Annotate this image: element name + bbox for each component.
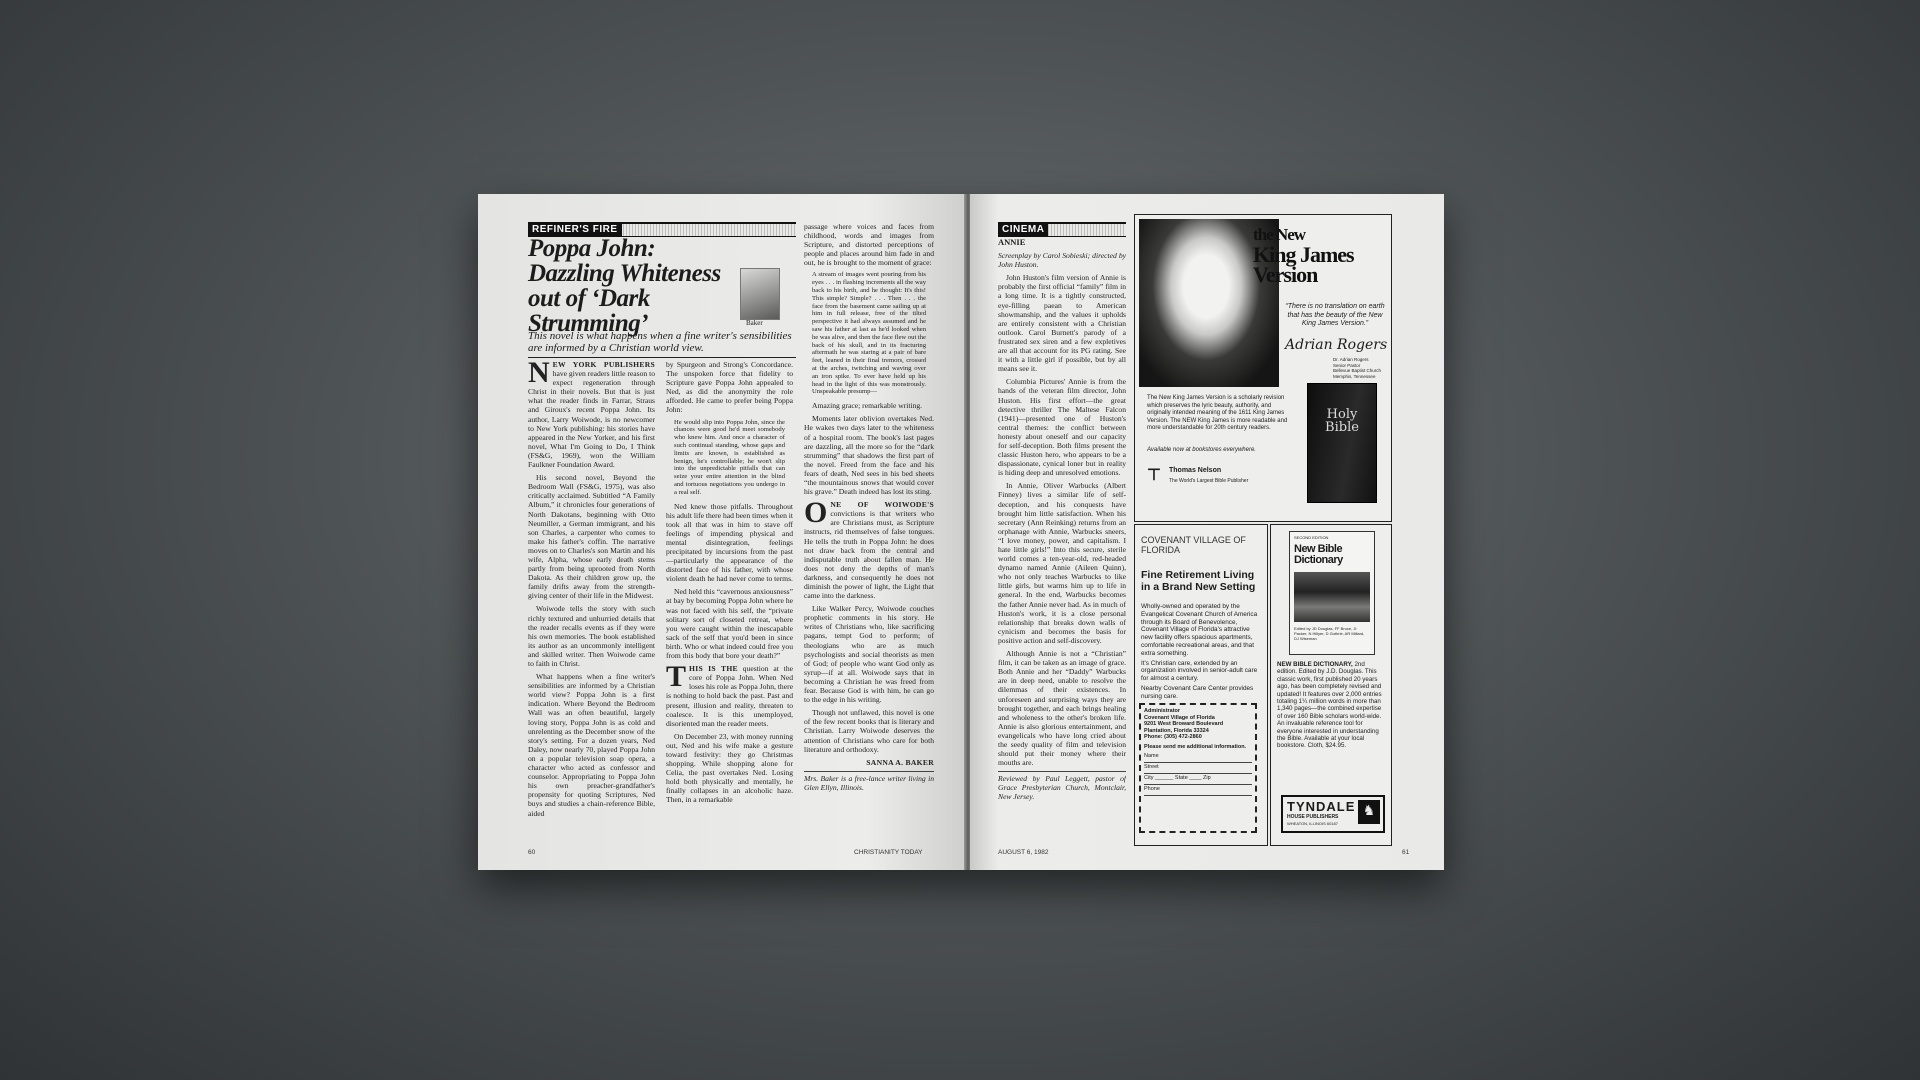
coupon-phone-field[interactable]: Phone (1144, 786, 1252, 796)
paragraph: Like Walker Percy, Woiwode couches prophetic comments in his story. He writes of Christians who, like sacrificing pagans, tempt God to perform; of theologians who are as much psychologists and social theorists as men of God; of people who want God only as syrup—if at all. Woiwode says that in becoming a Christian he was freed from fear. Because God is with him, he can go to the edge in his writing. (804, 604, 934, 705)
tyndale-emblem-icon: ♞ (1358, 800, 1380, 824)
issue-date: AUGUST 6, 1982 (998, 849, 1049, 856)
author-bio: Mrs. Baker is a free-lance writer living in Glen Ellyn, Illinois. (804, 771, 934, 792)
paragraph: John Huston's film version of Annie is probably the first official “family” film in a long time. It is a tightly constructed, eye-filling paean to American showmanship, and the values it upholds are entirely consistent with a Christian outlook. Carol Burnett's parody of a frustrated sex siren and a few expletives are all that account for its PG rating. See it with a little girl if possible, but by all means see it. (998, 273, 1126, 374)
coupon-request: Please send me additional information. (1144, 743, 1247, 750)
section-label: REFINER'S FIRE (528, 224, 622, 236)
nkjv-body: The New King James Version is a scholarly revision which preserves the lyric beauty, authority, and originally intended meaning of the 1611 King James Version. The NEW King James is more readable and more understandable for 20th century readers. (1147, 395, 1288, 431)
paragraph: Although Annie is not a “Christian” film, it can be taken as an image of grace. Both Annie and her “Daddy” Warbucks are in deep need, unable to resolve the dilemmas of their existences. In unforeseen and surprising ways they are brought together, and each brings healing and wholeness to the other's broken life. Annie is also glorious entertainment, and evangelicals who have long cried about the seedy quality of film and television should put their money where their mouths are. (998, 649, 1126, 768)
covenant-village-advertisement (1134, 524, 1268, 846)
coupon-form[interactable] (1139, 703, 1257, 833)
paragraph: What happens when a fine writer's sensibilities are informed by a Christian world view? Poppa John is a first indication. Where Beyond the Bedroom Wall was an often beautiful, largely loving story, Poppa John is as cold and unrelenting as the December snow of the story's setting. For a dozen years, Ned Daley, now nearly 70, played Poppa John on a popular television soap opera, a character who acted as confessor and counselor. Appropriating to Poppa John his own preacher-grandfather's propensity for quoting Scriptures, Ned buys and studies a chain-reference Bible, aided (528, 672, 655, 818)
paragraph: Ned knew those pitfalls. Throughout his adult life there had been times when it took all that was in him to stave off feelings of impending physical and mental disintegration, feelings precipitated by incursions from the past—particularly the appearance of the distorted face of his father, with whose violent death he had never come to terms. (666, 501, 793, 584)
dictionary-cover-image (1294, 572, 1370, 622)
photo-caption: Baker (746, 319, 763, 327)
running-footer: CHRISTIANITY TODAY (854, 849, 923, 856)
drop-cap: O (804, 496, 828, 530)
article-deck: This novel is what happens when a fine writer's sensibilities are informed by a Christian world view. (528, 330, 796, 358)
dictionary-cover-title: New Bible Dictionary (1294, 543, 1343, 566)
paragraph: In Annie, Oliver Warbucks (Albert Finney) lives a similar life of self-deception, and his conquests have brought him little satisfaction. When his secretary (Ann Reinking) returns from an orphanage with Annie, Warbucks sneers, “I love money, power, and capitalism. I hate little girls!” Into this secure, sterile world comes a ten-year-old, red-headed dynamo named Annie (Aileen Quinn), who not only teaches Warbucks to like little girls, but warms him up to life in general. In the end, Warbucks becomes the father Annie never had. As in much of Huston's work, it is a close personal relationship that breaks down walls of cynicism and becomes the basis for positive action and self-discovery. (998, 481, 1126, 645)
covenant-body: Wholly-owned and operated by the Evangelical Covenant Church of America through its Board of Benevolence, Covenant Village of Florida's attractive new facility offers spacious apartments, comfortable recreational areas, and that extra something. It's Christian care, extended by an organization involved in senior-adult care for almost a century. Nearby Covenant Care Center provides nursing care. (1141, 603, 1258, 700)
paragraph: His second novel, Beyond the Bedroom Wall (FS&G, 1975), was also critically acclaimed. Subtitled “A Family Album,” it chronicles four generations of North Dakotans, beginning with Otto Neumiller, a German immigrant, and his son Charles, a carpenter who comes to make his father's coffin. The narrative moves on to Charles's son Martin and his wife, Alpha, whose early death stems partly from being uprooted from North Dakota. As their children grow up, the family drifts away from the strength-giving center of their life in the Midwest. (528, 473, 655, 601)
reviewer-credit: Reviewed by Paul Leggett, pastor of Grace Presbyterian Church, Montclair, New Jersey. (998, 771, 1126, 801)
film-title: ANNIE (998, 238, 1026, 247)
bible-book-image: Holy Bible (1307, 383, 1377, 503)
author-photo (740, 268, 780, 320)
coupon-name-field[interactable]: Name (1144, 753, 1252, 763)
coupon-city-field[interactable]: City ______ State ____ Zip (1144, 775, 1252, 785)
page-number: 61 (1402, 849, 1410, 856)
paragraph: Amazing grace; remarkable writing. (812, 401, 923, 411)
covenant-org-name: COVENANT VILLAGE OF FLORIDA (1141, 535, 1246, 555)
review-column (998, 238, 1126, 846)
film-credits: Screenplay by Carol Sobieski; directed by John Huston. (998, 251, 1126, 270)
byline: SANNA A. BAKER (866, 757, 934, 767)
coupon-street-field[interactable]: Street (1144, 764, 1252, 774)
section-label: CINEMA (998, 224, 1048, 236)
endorser-credit: Dr. Adrian Rogers Senior Pastor Bellevue Baptist Church Memphis, Tennessee (1333, 357, 1382, 379)
tyndale-logo: TYNDALE HOUSE PUBLISHERS WHEATON, ILLINOIS 60187 ♞ (1281, 795, 1385, 833)
paragraph: passage where voices and faces from childhood, words and images from Scripture, and distorted perceptions of people and places around him fade in and out, he is brought to the moment of grace: (804, 222, 934, 268)
drop-cap: N (528, 360, 550, 389)
right-page (970, 194, 1444, 870)
drop-cap: T (666, 660, 687, 694)
paragraph: Columbia Pictures' Annie is from the hands of the veteran film director, John Huston. His first effort—the great detective thriller The Maltese Falcon (1941)—presented one of Huston's central themes: the conflict between honesty about oneself and our capacity for self-deception. Both films present the classic Huston hero, who appears to be a dispassionate, cynical loner but in reality is hiding deep and unresolved emotions. (998, 377, 1126, 478)
nkjv-headline: the New King James Version (1253, 225, 1354, 287)
article-title: Poppa John: Dazzling Whiteness out of ‘Dark Strumming’ (528, 235, 721, 337)
coupon-address: Administrator Covenant Village of Florida 9201 West Broward Boulevard Plantation, Florida 33324 Phone: (305) 472-2860 (1144, 708, 1224, 740)
publisher-name: Thomas Nelson (1169, 467, 1222, 474)
dictionary-cover: SECOND EDITION New Bible Dictionary Edited by JD Douglas, FF Bruce, JI Packer, N Hillyer, D Guthrie, AR Millard, DJ Wiseman (1289, 531, 1375, 655)
paragraph: Woiwode tells the story with such richly textured and unhurried details that the reader recalls events as if they were his own memories. The book established its author as an uncommonly intelligent and skilled writer. Then Woiwode came to faith in Christ. (528, 604, 655, 668)
block-quote: He would slip into Poppa John, since the chances were good he'd meet somebody who knew him. And once a character of such continual standing, whose gaps and limits are known, is established as benign, he's controllable; he won't slip into the unpredictable pitfalls that can seize your entire attention in the blind and tortuous negotiations you undergo in a real self. (674, 418, 785, 496)
nkjv-availability: Available now at bookstores everywhere. (1147, 447, 1256, 453)
block-quote: A stream of images went pouring from his eyes . . . in flashing increments all the way back to his birth, and he thought: It's this! This simple? Simple? . . . Then . . . the face from the basement came sailing up at him in full release, free of the tilted perspective it had always assumed and he saw his father at last as he'd looked when he was alive, and then the face flew out the back of his skull, and in its fracturing aftermath he was staring at a pair of bare feet, leaned in their final tremors, crossed at the arches, twitching and waving over an iron spike. To ever have held up his head in the light of this was monstrously. Unspeakable presump— (812, 271, 926, 396)
paragraph: Moments later oblivion overtakes Ned. He wakes two days later to the whiteness of a hospital room. The book's last pages are dazzling, all the more so for the “dark strumming” that shadows the first part of the novel. Freed from the face and his fears of death, Ned sees in his bed sheets “the mountainous snows that would cover his grave.” Death indeed has lost its sting. (804, 414, 934, 497)
article-column-1: NEW YORK PUBLISHERS have given readers little reason to expect regeneration through Christ in their novels. But that is just what the reader finds in Farrar, Straus and Giroux's recent Poppa John. Its author, Larry Woiwode, is no newcomer to New York publishing: his stories have appeared in the New Yorker, and his first novel, What I'm Going to Do, I Think (FS&G, 1969), won the William Faulkner Foundation Award. His second novel, Beyond the Bedroom Wall (FS&G, 1975), was also critically acclaimed. Subtitled “A Family Album,” it chronicles four generations of North Dakotans, beginning with Otto Neumiller, a German immigrant, and his son Charles, a carpenter who comes to make his father's coffin. The narrative moves on to Charles's son Martin and his wife, Alpha, whose early death stems partly from being uprooted from North Dakota. As their children grow up, the family drifts away from the strength-giving center of their life in the Midwest. Woiwode tells the story with such richly textured and unhurried details that the reader recalls events as if they were his own memories. The book established its author as an uncommonly intelligent and skilled writer. Then Woiwode came to faith in Christ. What happens when a fine writer's sensibilities are informed by a Christian world view? Poppa John is a first indication. Where Beyond the Bedroom Wall was an often beautiful, largely loving story, Poppa John is as cold and unrelenting as the December snow of the story's setting. For a dozen years, Ned Daley, now nearly 70, played Poppa John on a popular television soap opera, a character who acted as confessor and counselor. Appropriating to Poppa John his own preacher-grandfather's propensity for quoting Scriptures, Ned buys and studies a chain-reference Bible, aided (528, 360, 655, 818)
signature: Adrian Rogers (1285, 337, 1388, 353)
paragraph: Ned held this “cavernous anxiousness” at bay by becoming Poppa John where he was not faced with his self, the “private solitary sort of closeted retreat, where you were caught within the inescapable sack of the self that you'd been in since birth. Who or what indeed could free you from this body that bore your death?” (666, 587, 793, 661)
paragraph: Though not unflawed, this novel is one of the few recent books that is literary and Christian. Larry Woiwode deserves the attention of Christians who care for both literature and orthodoxy. (804, 708, 934, 754)
nkjv-advertisement (1134, 214, 1392, 522)
paragraph: On December 23, with money running out, Ned and his wife make a gesture toward festivity: they go Christmas shopping. While shopping alone for Celia, the past overtakes Ned. Losing hold both physically and mentally, he finally collapses in an alcoholic haze. Then, in a remarkable (666, 731, 793, 805)
magazine-spread (478, 194, 1444, 870)
paragraph: by Spurgeon and Strong's Concordance. The unspoken force that fidelity to Scripture gave Poppa John appealed to Ned, as did the anonymity the role afforded. He came to prefer being Poppa John: (666, 360, 793, 415)
article-column-3: passage where voices and faces from childhood, words and images from Scripture, and distorted perceptions of people and places around him fade in and out, he is brought to the moment of grace: A stream of images went pouring from his eyes . . . in flashing increments all the way back to his birth, and he thought: It's this! This simple? Simple? . . . Then . . . the face from the basement came sailing up at him in full release, free of the tilted perspective it had always assumed and he saw his father at last as he'd looked when he was alive, and then the face flew out the back of his skull, and in its fracturing aftermath he was staring at a pair of bare feet, leaned in their final tremors, crossed at the arches, twitching and waving over an iron spike. To ever have held up his head in the light of this was monstrously. Unspeakable presump— Amazing grace; remarkable writing. Moments later oblivion overtakes Ned. He wakes two days later to the whiteness of a hospital room. The book's last pages are dazzling, all the more so for the “dark strumming” that shadows the first part of the novel. Freed from the face and his fears of death, Ned sees in his bed sheets “the mountainous snows that would cover his grave.” Death indeed has lost its sting. ONE OF WOIWODE'S convictions is that writers who are Christians must, as Scripture instructs, rid themselves of false tongues. He tells the truth in Poppa John: he does not draw back from the central and indisputable truth about fallen man. He does not deny the depths of man's darkness, and consequently he does not diminish the power of light, the Light that came into the darkness. Like Walker Percy, Woiwode couches prophetic comments in his story. He writes of Christians who, like sacrificing pagans, tempt God to perform; of theologians who are as much psychologists and social theorists as men of God; of people who want God only as syrup—if at all. Woiwode says that in becoming a Christian he was freed from fear. Because God is with him, he can go to the edge in his writing. Though not unflawed, this novel is one of the few recent books that is literary and Christian. Larry Woiwode deserves the attention of Christians who care for both literature and orthodoxy. SANNA A. BAKER Mrs. Baker is a free-lance writer living in Glen Ellyn, Illinois. (804, 222, 934, 792)
endorsement-quote: “There is no translation on earth that has the beauty of the New King James Version.” (1285, 303, 1385, 327)
section-header (998, 222, 1126, 237)
nelson-logo-icon: ⊤ (1147, 467, 1161, 484)
article-column-2: by Spurgeon and Strong's Concordance. The unspoken force that fidelity to Scripture gave Poppa John appealed to Ned, as did the anonymity the role afforded. He came to prefer being Poppa John: He would slip into Poppa John, since the chances were good he'd meet somebody who knew him. And once a character of such continual standing, whose gaps and limits are known, is established as benign, he's controllable; he won't slip into the unpredictable pitfalls that can seize your entire attention in the blind and tortuous negotiations you undergo in a real self. Ned knew those pitfalls. Throughout his adult life there had been times when it took all that was in him to stave off feelings of impending physical and mental disintegration, feelings precipitated by incursions from the past—particularly the appearance of the distorted face of his father, with whose violent death he had never come to terms. Ned held this “cavernous anxiousness” at bay by becoming Poppa John where he was not faced with his self, the “private solitary sort of closeted retreat, where you were caught within the inescapable sack of the self that you'd been in since birth. Who or what indeed could free you from this body that bore your death?” THIS IS THE question at the core of Poppa John. When Ned loses his role as Poppa John, there is nothing to hold back the past. Past and present, illusion and reality, threaten to coalesce. It is this unemployed, disoriented man the reader meets. On December 23, with money running out, Ned and his wife make a gesture toward festivity: they go Christmas shopping. While shopping alone for Celia, the past overtakes Ned. Losing hold both physically and mentally, he finally collapses in an alcoholic haze. Then, in a remarkable (666, 360, 793, 805)
bible-dictionary-advertisement (1270, 524, 1392, 846)
covenant-headline: Fine Retirement Living in a Brand New Setting (1141, 569, 1256, 593)
publisher-tagline: The World's Largest Bible Publisher (1169, 478, 1249, 484)
dictionary-description: NEW BIBLE DICTIONARY, 2nd edition. Edited by J.D. Douglas. This classic work, first published 20 years ago, has been completely revised and updated! It features over 2,000 entries totaling 1¼ million words in more than 1,340 pages—the combined expertise of over 160 Bible scholars world-wide. An invaluable reference tool for everyone interested in understanding the Bible. Available at your local bookstore. Cloth, $24.95. (1277, 661, 1382, 750)
left-page (478, 194, 966, 870)
page-number: 60 (528, 849, 536, 856)
